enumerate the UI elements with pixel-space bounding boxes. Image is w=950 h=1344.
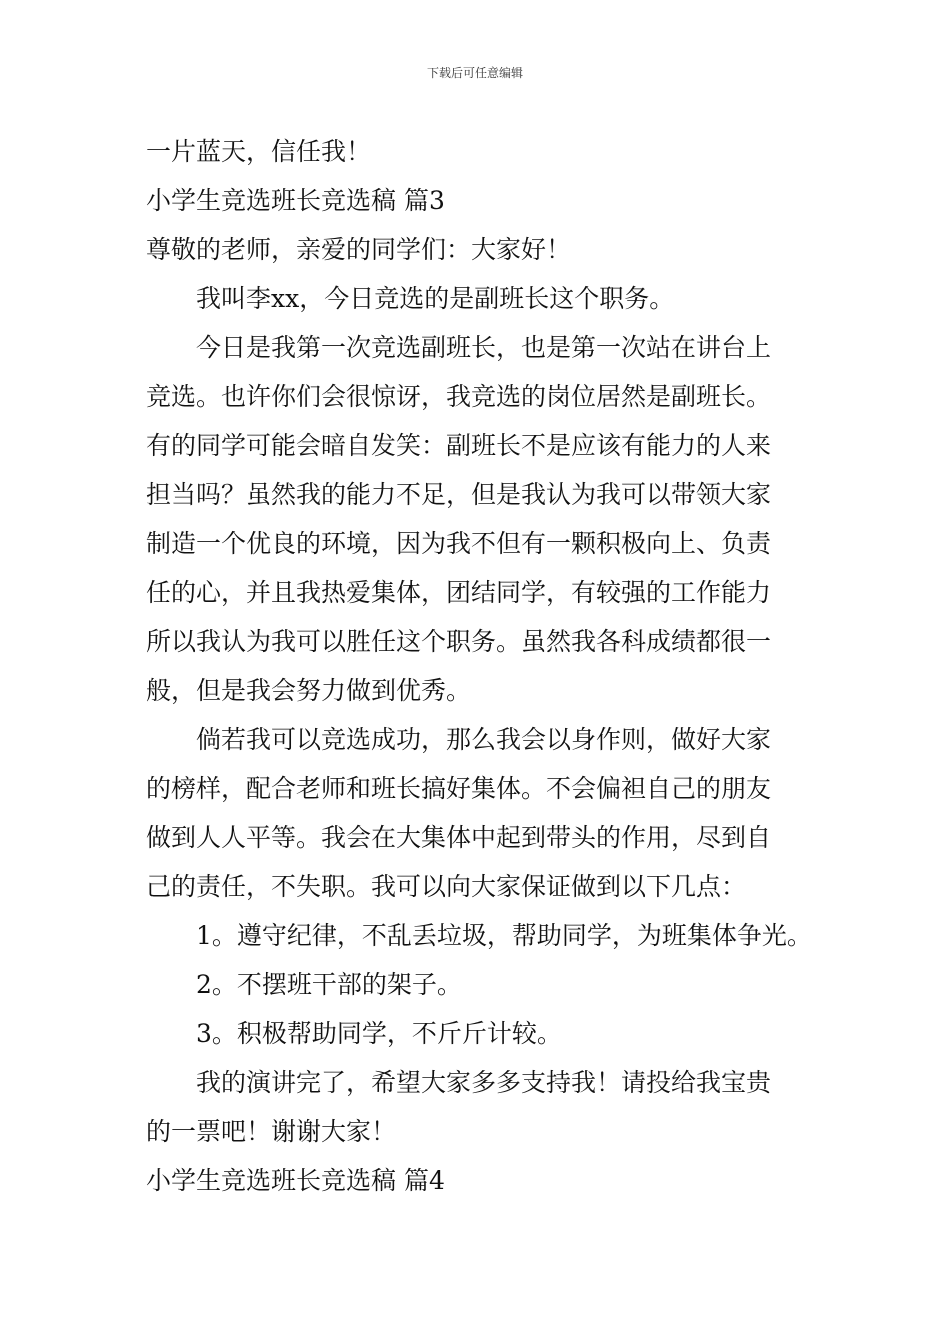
paragraph-line: 做到人人平等。我会在大集体中起到带头的作用，尽到自	[146, 823, 772, 852]
paragraph-line: 所以我认为我可以胜任这个职务。虽然我各科成绩都很一	[146, 627, 772, 656]
section-heading: 小学生竞选班长竞选稿 篇3	[146, 186, 445, 215]
paragraph-line: 己的责任，不失职。我可以向大家保证做到以下几点：	[146, 872, 747, 901]
paragraph-line: 竞选。也许你们会很惊讶，我竞选的岗位居然是副班长。	[146, 382, 772, 411]
list-item: 1。遵守纪律，不乱丢垃圾，帮助同学，为班集体争光。	[196, 921, 812, 950]
header-note: 下载后可任意编辑	[426, 66, 523, 80]
paragraph-line: 的榜样，配合老师和班长搞好集体。不会偏袒自己的朋友	[146, 774, 772, 803]
list-item: 2。不摆班干部的架子。	[196, 970, 462, 999]
paragraph-line: 的一票吧！谢谢大家！	[146, 1117, 397, 1146]
paragraph-line: 我的演讲完了，希望大家多多支持我！请投给我宝贵	[196, 1068, 772, 1097]
greeting-line: 尊敬的老师，亲爱的同学们：大家好！	[146, 235, 572, 264]
paragraph-line: 倘若我可以竞选成功，那么我会以身作则，做好大家	[196, 725, 772, 754]
paragraph-line: 担当吗？虽然我的能力不足，但是我认为我可以带领大家	[146, 480, 772, 509]
body-line: 一片蓝天，信任我！	[146, 137, 372, 166]
paragraph-line: 般，但是我会努力做到优秀。	[146, 676, 472, 705]
document-body	[146, 127, 816, 1205]
paragraph-line: 任的心，并且我热爱集体，团结同学，有较强的工作能力	[146, 578, 772, 607]
list-item: 3。积极帮助同学，不斤斤计较。	[196, 1019, 562, 1048]
section-heading: 小学生竞选班长竞选稿 篇4	[146, 1166, 445, 1195]
paragraph-line: 今日是我第一次竞选副班长，也是第一次站在讲台上	[196, 333, 772, 362]
paragraph-line: 制造一个优良的环境，因为我不但有一颗积极向上、负责	[146, 529, 772, 558]
paragraph-line: 我叫李xx，今日竞选的是副班长这个职务。	[196, 284, 675, 313]
paragraph-line: 有的同学可能会暗自发笑：副班长不是应该有能力的人来	[146, 431, 772, 460]
